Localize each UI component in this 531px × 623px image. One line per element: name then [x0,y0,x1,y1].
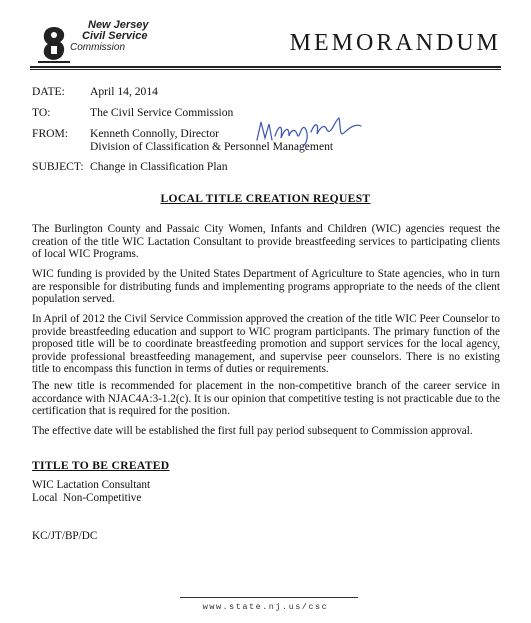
title-name: WIC Lactation Consultant [32,479,151,491]
title-type: Local Non-Competitive [32,492,142,504]
author-initials: KC/JT/BP/DC [32,530,98,542]
handwritten-signature [255,114,365,150]
subject-label: SUBJECT: [32,160,84,173]
org-line-1: New Jersey [88,19,149,31]
body-paragraph-5: The effective date will be established the first full pay period subsequent to Commission approval. [32,425,473,437]
title-to-be-created-heading: TITLE TO BE CREATED [32,459,170,472]
header-rule-thick [30,66,501,68]
title-details [32,479,150,505]
org-line-3: Commission [70,42,126,53]
to-value: The Civil Service Commission [90,106,234,119]
footer-rule [180,597,358,598]
to-label: TO: [32,106,51,119]
footer-url: www.state.nj.us/csc [202,602,329,612]
from-label: FROM: [32,127,69,140]
memorandum-heading: MEMORANDUM [289,30,501,56]
request-title: LOCAL TITLE CREATION REQUEST [160,192,371,205]
from-division: Division of Classification & Personnel Management [90,140,334,153]
date-value: April 14, 2014 [90,85,158,98]
body-paragraph-1: The Burlington County and Passaic City Women, Infants and Children (WIC) agencies request the creation of the title WIC Lactation Consultant to provide breastfeeding services to participating clients of local WIC Programs. [32,223,500,261]
body-paragraph-3: In April of 2012 the Civil Service Commission approved the creation of the title WIC Peer Counselor to provide breastfeeding education and support to WIC program participants. The primary function of the proposed title will be to coordinate breastfeeding promotion and support services for the local agency, provide professional breastfeeding management, and supervise peer counselors. There is no existing title to encompass this function in terms of duties or requirements. [32,313,500,376]
letterhead-org-name [66,20,156,53]
header-rule-thin [30,69,501,70]
date-label: DATE: [32,85,65,98]
body-paragraph-2: WIC funding is provided by the United States Department of Agriculture to State agencies, who in turn are responsible for distributing funds and implementing programs appropriate to the needs of the client population served. [32,268,500,306]
letterhead-logo [36,19,149,66]
from-name: Kenneth Connolly, Director [90,127,220,140]
org-line-2: Civil Service [82,30,148,42]
body-paragraph-4: The new title is recommended for placement in the non-competitive branch of the career service in accordance with NJAC4A:3-1.2(c). It is our opinion that competitive testing is not practicable due to the certification that is required for the position. [32,380,500,418]
subject-value: Change in Classification Plan [90,160,228,173]
